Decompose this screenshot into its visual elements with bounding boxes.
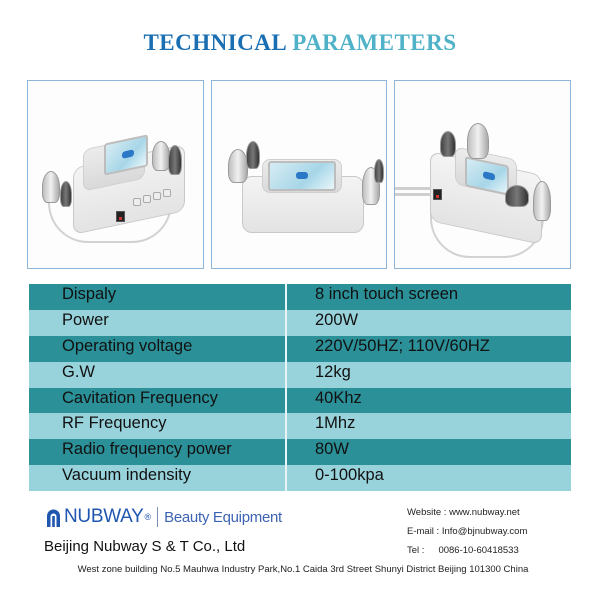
param-value: 12kg — [286, 362, 571, 388]
table-row — [29, 362, 571, 388]
table-row — [29, 439, 571, 465]
param-label: Radio frequency power — [29, 439, 286, 465]
param-value: 200W — [286, 310, 571, 336]
registered-mark: ® — [144, 512, 152, 522]
table-row — [29, 284, 571, 310]
param-label: Operating voltage — [29, 336, 286, 362]
param-label: G.W — [29, 362, 286, 388]
param-value: 220V/50HZ; 110V/60HZ — [286, 336, 571, 362]
device-illustration — [28, 81, 204, 269]
page-title — [0, 30, 600, 56]
email-line — [407, 526, 527, 537]
table-row — [29, 465, 571, 491]
brand-tagline: Beauty Equipment — [164, 508, 282, 526]
product-image-front — [211, 80, 387, 269]
website-line — [407, 507, 520, 518]
email-label: E-mail : — [407, 526, 442, 537]
table-row — [29, 336, 571, 362]
parameters-table — [29, 284, 571, 491]
company-name: Beijing Nubway S & T Co., Ltd — [44, 538, 246, 555]
logo-divider — [157, 507, 158, 527]
param-label: Cavitation Frequency — [29, 388, 286, 414]
website-label: Website : — [407, 507, 450, 518]
param-value: 80W — [286, 439, 571, 465]
product-image-right — [394, 80, 571, 269]
email-link[interactable]: Info@bjnubway.com — [441, 526, 528, 537]
param-value: 40Khz — [286, 388, 571, 414]
brand-name: NUBWAY — [64, 506, 144, 527]
table-row — [29, 310, 571, 336]
tel-number: 0086-10-60418533 — [438, 545, 519, 556]
table-row — [29, 413, 571, 439]
device-illustration — [395, 81, 571, 269]
title-parameters: PARAMETERS — [292, 30, 457, 55]
table-row — [29, 388, 571, 414]
product-image-left — [27, 80, 204, 269]
param-label: RF Frequency — [29, 413, 286, 439]
company-address: West zone building No.5 Mauhwa Industry Park,No.1 Caida 3rd Street Shunyi District Beijing 101300 China — [77, 564, 529, 575]
title-technical: TECHNICAL — [143, 30, 286, 55]
tel-line — [407, 545, 519, 556]
param-label: Vacuum indensity — [29, 465, 286, 491]
param-label: Power — [29, 310, 286, 336]
param-value: 0-100kpa — [286, 465, 571, 491]
param-value: 1Mhz — [286, 413, 571, 439]
device-illustration — [212, 81, 387, 269]
website-link[interactable]: www.nubway.net — [449, 507, 520, 518]
param-value: 8 inch touch screen — [286, 284, 571, 310]
brand-logo — [45, 506, 282, 528]
nubway-logo-icon — [45, 507, 62, 527]
tel-label: Tel : — [407, 545, 425, 556]
param-label: Dispaly — [29, 284, 286, 310]
